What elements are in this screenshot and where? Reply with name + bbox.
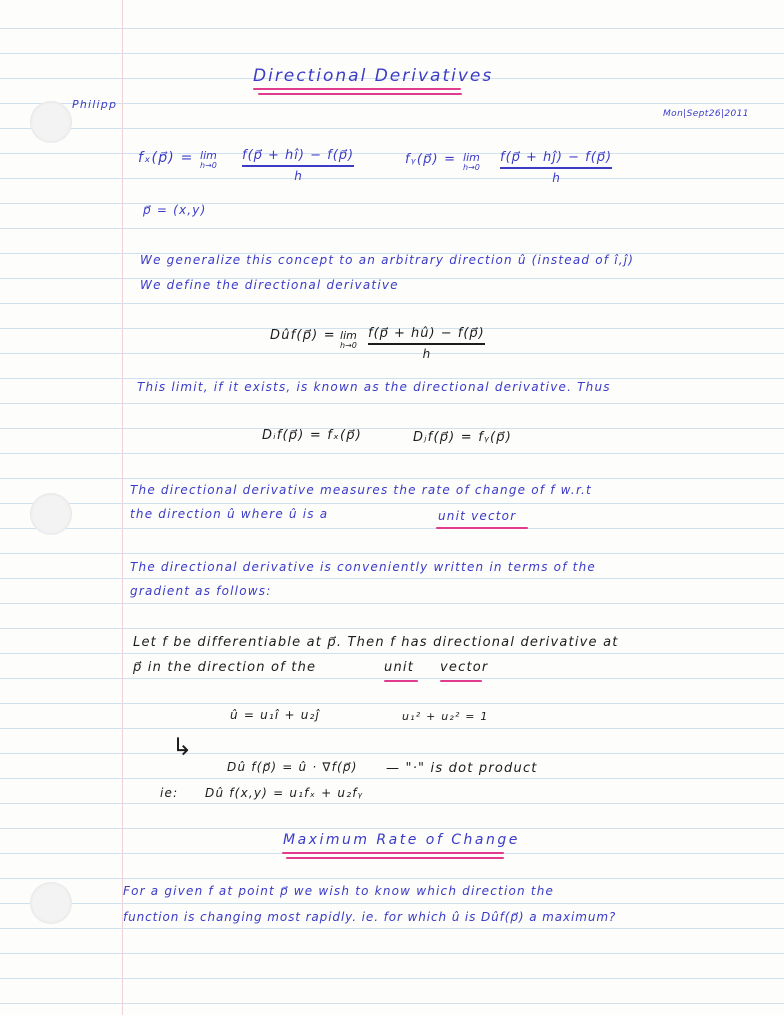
fx-limit — [200, 150, 217, 170]
title-underline-1 — [253, 88, 461, 90]
theorem-line-1: Let f be differentiable at p⃗. Then f has directional derivative at — [133, 635, 619, 650]
fx-numerator: f(p⃗ + hî) − f(p⃗) — [242, 148, 355, 163]
intro-line-2: We define the directional derivative — [140, 278, 399, 292]
fy-numerator: f(p⃗ + hĵ) − f(p⃗) — [500, 150, 613, 165]
punch-hole-middle — [30, 493, 72, 535]
definition-numerator: f(p⃗ + hû) − f(p⃗) — [368, 326, 485, 341]
fy-fraction — [500, 150, 612, 185]
vector-underline — [440, 680, 482, 682]
di-equation: Dᵢf(p⃗) = fₓ(p⃗) — [262, 428, 363, 443]
fx-lim-sub: h→0 — [200, 160, 217, 170]
fy-lim-word: lim — [463, 151, 480, 164]
fx-fraction-bar — [242, 165, 354, 167]
fy-denominator: h — [552, 170, 560, 185]
fx-lim-word: lim — [200, 149, 217, 162]
author-name: Philipp — [72, 98, 118, 111]
fy-lim-sub: h→0 — [463, 162, 480, 172]
theorem-line-2: p⃗ in the direction of the — [133, 660, 317, 675]
definition-denominator: h — [422, 346, 431, 361]
gradient-line-1: The directional derivative is conveniently written in terms of the — [130, 560, 596, 574]
max-rate-underline-1 — [282, 852, 504, 854]
definition-limit — [340, 330, 357, 350]
measures-line-1: The directional derivative measures the rate of change of f w.r.t — [130, 483, 592, 497]
punch-hole-top — [30, 101, 72, 143]
dot-product-note: — "·" is dot product — [386, 761, 538, 776]
fy-limit — [463, 152, 480, 172]
fx-denominator: h — [294, 168, 302, 183]
definition-fraction-bar — [368, 343, 485, 345]
fx-fraction — [242, 148, 354, 183]
definition-lim-word: lim — [340, 329, 357, 342]
unit-vector-term: unit vector — [438, 509, 517, 523]
max-rate-underline-2 — [286, 857, 504, 859]
definition-lhs: Dûf(p⃗) = — [270, 328, 336, 343]
note-date: Mon|Sept26|2011 — [663, 109, 749, 119]
page-title: Directional Derivatives — [253, 66, 494, 86]
gradient-formula: Dû f(p⃗) = û · ∇f(p⃗) — [227, 760, 358, 774]
dj-equation: Dⱼf(p⃗) = fᵧ(p⃗) — [413, 430, 513, 445]
unit-vector-underline — [436, 527, 528, 529]
fx-lhs: fₓ(p⃗) = — [138, 150, 194, 166]
fy-lhs: fᵧ(p⃗) = — [405, 152, 457, 167]
definition-lim-sub: h→0 — [340, 340, 357, 350]
p-definition: p⃗ = (x,y) — [143, 203, 207, 217]
definition-fraction — [368, 326, 485, 361]
intro-line-1: We generalize this concept to an arbitrary direction û (instead of î,ĵ) — [140, 253, 635, 267]
title-underline-2 — [258, 93, 462, 95]
theorem-vector-word: vector — [440, 660, 489, 675]
max-rate-line-1: For a given f at point p⃗ we wish to know which direction the — [123, 884, 555, 898]
ie-formula: Dû f(x,y) = u₁fₓ + u₂fᵧ — [205, 786, 364, 800]
max-rate-line-2: function is changing most rapidly. ie. for which û is Dûf(p⃗) a maximum? — [123, 910, 617, 924]
measures-line-2: the direction û where û is a — [130, 507, 329, 521]
ie-label: ie: — [160, 786, 179, 800]
max-rate-heading: Maximum Rate of Change — [283, 832, 520, 848]
gradient-line-2: gradient as follows: — [130, 584, 272, 598]
u-norm: u₁² + u₂² = 1 — [402, 710, 489, 723]
margin-line — [122, 0, 123, 1015]
u-definition: û = u₁î + u₂ĵ — [230, 708, 321, 722]
unit-underline — [384, 680, 418, 682]
punch-hole-bottom — [30, 882, 72, 924]
fy-fraction-bar — [500, 167, 612, 169]
arrow-icon: ↳ — [172, 733, 194, 761]
limit-text: This limit, if it exists, is known as the directional derivative. Thus — [137, 380, 611, 394]
theorem-unit-word: unit — [384, 660, 414, 675]
